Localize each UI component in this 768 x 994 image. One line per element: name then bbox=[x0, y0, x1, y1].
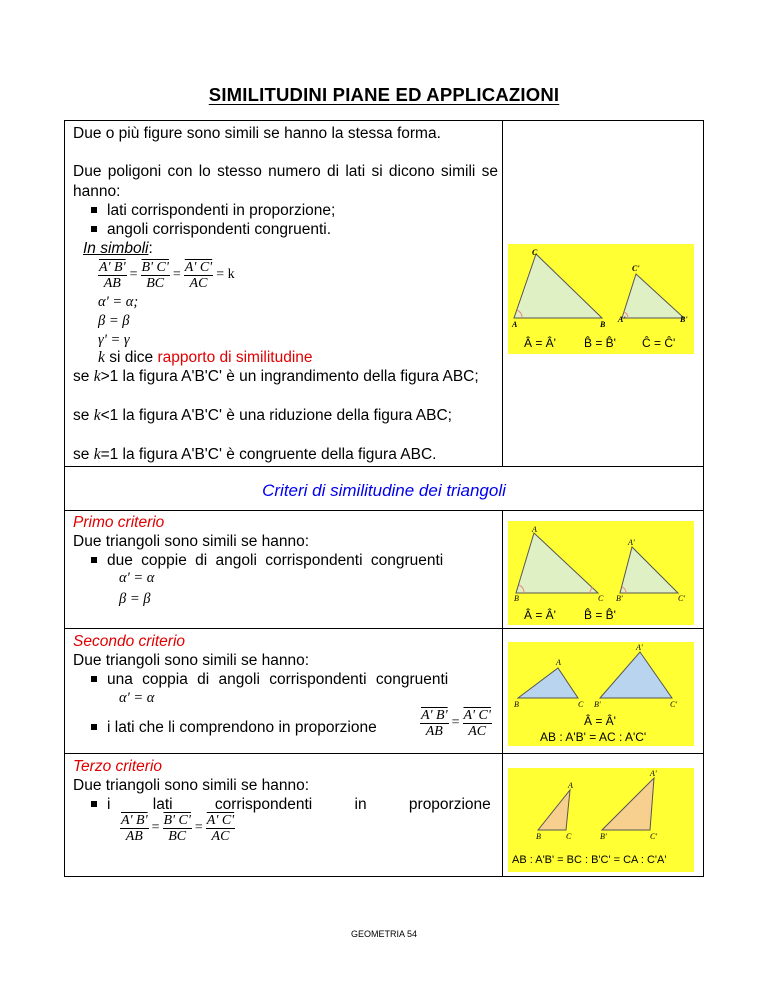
table-divider bbox=[64, 510, 704, 511]
enlargement-case: se k>1 la figura A'B'C' è un ingrandimento della figura ABC; bbox=[73, 368, 479, 385]
criterion-text: Due triangoli sono simili se hanno: bbox=[73, 777, 310, 794]
similarity-formula: $\frac{A' B'}{AB}$ = $\frac{B' C'}{BC}$ = $\frac{A' C'}{AC}$ = k bbox=[99, 259, 235, 291]
list-item: angoli corrispondenti congruenti. bbox=[91, 220, 331, 240]
first-criterion-figure: A A' B C B' C' Â = Â' B̂ = B̂' bbox=[508, 521, 694, 625]
ratio-definition: k si dice rapporto di similitudine bbox=[98, 349, 313, 366]
symbols-label: In simboli: bbox=[83, 240, 153, 257]
list-item: lati corrispondenti in proporzione; bbox=[91, 201, 335, 221]
congruent-case: se k=1 la figura A'B'C' è congruente della figura ABC. bbox=[73, 446, 437, 463]
three-ratio-formula: $\frac{A' B'}{AB}$ = $\frac{B' C'}{BC}$ = $\frac{A' C'}{AC}$ bbox=[121, 812, 235, 844]
second-criterion-heading: Secondo criterio bbox=[73, 633, 186, 650]
alpha-equation: α' = α; bbox=[98, 294, 139, 310]
criteria-title: Criteri di similitudine dei triangoli bbox=[262, 481, 506, 500]
third-criterion-heading: Terzo criterio bbox=[73, 758, 163, 775]
list-item: i lati corrispondenti in proporzione bbox=[91, 795, 498, 815]
beta-equation: β = β bbox=[119, 591, 151, 607]
third-criterion-figure: A' A B C B' C' AB : A'B' = BC : B'C' = CA : C'A' bbox=[508, 768, 694, 872]
polygon-definition: Due poligoni con lo stesso numero di lati si dicono simili se hanno: bbox=[73, 163, 498, 200]
fraction: $\frac{A' B'}{AB}$ bbox=[121, 812, 148, 844]
similar-triangles-figure: C C' A B A' B' Â = Â' B̂ = B̂' Ĉ = Ĉ' bbox=[508, 244, 694, 354]
fraction: $\frac{A' C'}{AC}$ bbox=[463, 707, 491, 739]
gamma-equation: γ' = γ bbox=[98, 332, 130, 348]
page-footer: GEOMETRIA 54 bbox=[350, 929, 418, 939]
criterion-text: Due triangoli sono simili se hanno: bbox=[73, 533, 310, 550]
fraction: $\frac{B' C'}{BC}$ bbox=[141, 259, 169, 291]
proportion-formula: $\frac{A' B'}{AB}$ = $\frac{A' C'}{AC}$ bbox=[421, 707, 491, 739]
list-item: due coppie di angoli corrispondenti congruenti bbox=[91, 551, 498, 571]
table-divider bbox=[502, 120, 503, 467]
reduction-case: se k<1 la figura A'B'C' è una riduzione della figura ABC; bbox=[73, 407, 452, 424]
table-divider bbox=[502, 510, 503, 877]
alpha-equation: α' = α bbox=[119, 690, 155, 706]
fraction: $\frac{A' B'}{AB}$ bbox=[99, 259, 126, 291]
table-divider bbox=[64, 753, 704, 754]
fraction: $\frac{A' B'}{AB}$ bbox=[421, 707, 448, 739]
fraction: $\frac{B' C'}{BC}$ bbox=[163, 812, 191, 844]
criterion-text: Due triangoli sono simili se hanno: bbox=[73, 652, 310, 669]
definition-line: Due o più figure sono simili se hanno la stessa forma. bbox=[73, 125, 441, 142]
list-item: una coppia di angoli corrispondenti congruenti bbox=[91, 670, 498, 690]
list-item: i lati che li comprendono in proporzione bbox=[91, 718, 377, 738]
beta-equation: β = β bbox=[98, 313, 130, 329]
fraction: $\frac{A' C'}{AC}$ bbox=[184, 259, 213, 291]
first-criterion-heading: Primo criterio bbox=[73, 514, 165, 531]
fraction: $\frac{A' C'}{AC}$ bbox=[206, 812, 235, 844]
table-divider bbox=[64, 466, 704, 467]
alpha-equation: α' = α bbox=[119, 570, 155, 586]
table-divider bbox=[64, 628, 704, 629]
page-title: SIMILITUDINI PIANE ED APPLICAZIONI bbox=[208, 84, 560, 105]
second-criterion-figure: A' A B C B' C' Â = Â' AB : A'B' = AC : A'C' bbox=[508, 642, 694, 746]
